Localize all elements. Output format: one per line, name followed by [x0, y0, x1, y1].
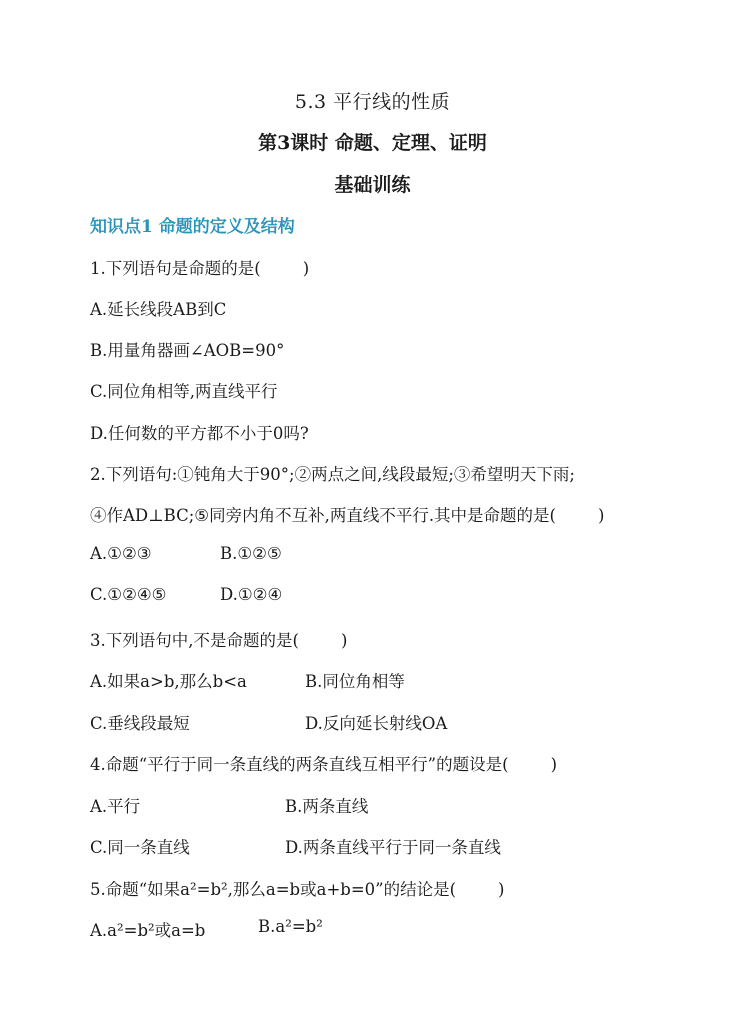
question-3-stem: 3.下列语句中,不是命题的是( )	[90, 631, 348, 650]
question-3-option-a: A.如果a>b,那么b<a	[90, 672, 247, 691]
question-4-option-d: D.两条直线平行于同一条直线	[285, 838, 501, 857]
question-2-option-b: B.①②⑤	[220, 544, 282, 563]
question-2-stem-line-2: ④作AD⊥BC;⑤同旁内角不互补,两直线不平行.其中是命题的是( )	[90, 506, 605, 525]
question-1-stem: 1.下列语句是命题的是( )	[90, 259, 310, 278]
question-2-stem-line-1: 2.下列语句:①钝角大于90°;②两点之间,线段最短;③希望明天下雨;	[90, 465, 575, 484]
question-3-option-d: D.反向延长射线OA	[305, 714, 448, 733]
question-2-option-a: A.①②③	[90, 544, 152, 563]
question-4-option-c: C.同一条直线	[90, 838, 190, 857]
question-4-option-a: A.平行	[90, 797, 141, 816]
section-title: 5.3 平行线的性质	[294, 91, 451, 113]
lesson-title: 第3课时 命题、定理、证明	[258, 132, 487, 154]
question-2-option-d: D.①②④	[220, 585, 283, 604]
question-3-option-c: C.垂线段最短	[90, 714, 190, 733]
knowledge-point-heading: 知识点1 命题的定义及结构	[90, 217, 295, 237]
question-1-option-a: A.延长线段AB到C	[90, 300, 227, 319]
question-3-option-b: B.同位角相等	[305, 672, 405, 691]
question-1-option-c: C.同位角相等,两直线平行	[90, 382, 278, 401]
question-2-option-c: C.①②④⑤	[90, 585, 167, 604]
question-5-option-b: B.a²=b²	[258, 917, 323, 936]
question-4-option-b: B.两条直线	[285, 797, 369, 816]
exercise-type-title: 基础训练	[334, 174, 411, 196]
question-5-stem: 5.命题“如果a²=b²,那么a=b或a+b=0”的结论是( )	[90, 880, 505, 899]
question-1-option-d: D.任何数的平方都不小于0吗?	[90, 424, 309, 443]
question-4-stem: 4.命题“平行于同一条直线的两条直线互相平行”的题设是( )	[90, 755, 557, 774]
question-1-option-b: B.用量角器画∠AOB=90°	[90, 341, 285, 360]
question-5-option-a: A.a²=b²或a=b	[90, 921, 206, 940]
